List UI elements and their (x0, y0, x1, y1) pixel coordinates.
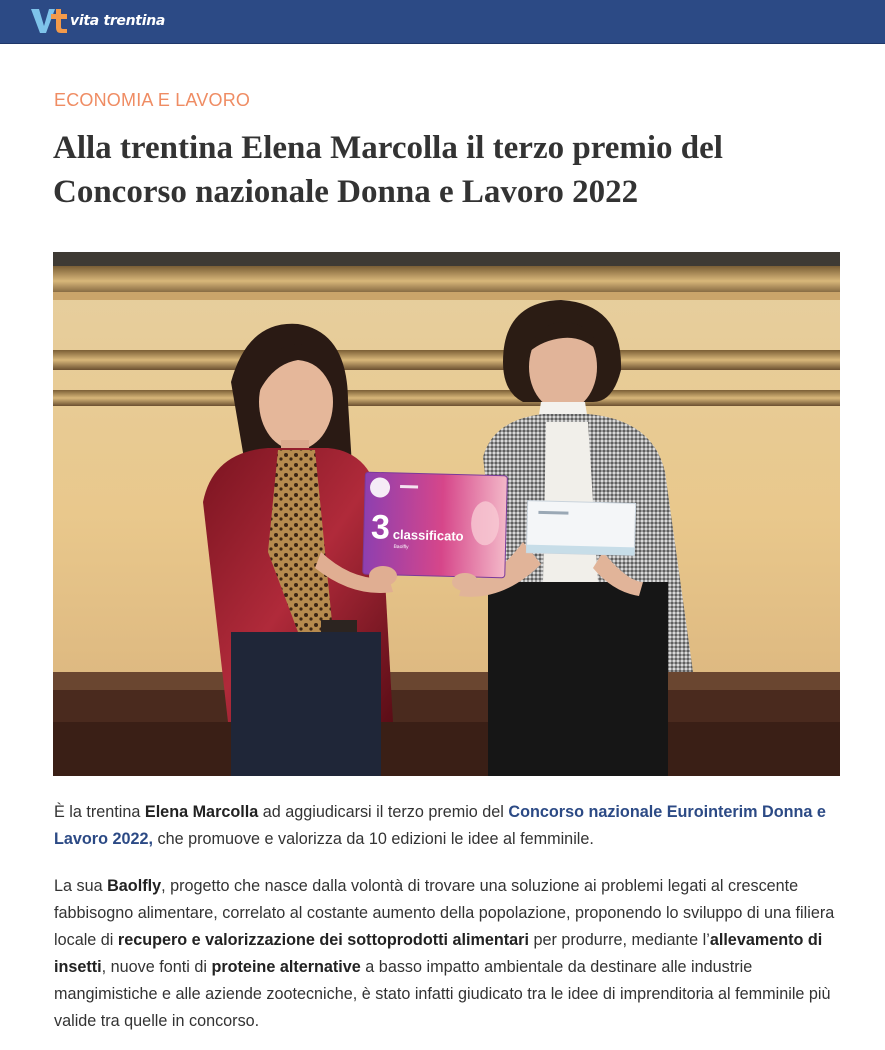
plaque-number: 3 (370, 508, 391, 547)
person-name: Elena Marcolla (144, 803, 259, 821)
plaque-label: classificato (392, 526, 464, 544)
plaque-sub: Baolfly (393, 543, 409, 551)
article-category[interactable]: ECONOMIA E LAVORO (54, 90, 251, 110)
article-title: Alla trentina Elena Marcolla il terzo premio del Concorso nazionale Donna e Lavoro 2022 (53, 130, 723, 210)
article-paragraph-1: È la trentina Elena Marcolla ad aggiudicarsi il terzo premio del Concorso nazionale Eurointerim Donna e Lavoro 2022, che promuove e valorizza da 10 edizioni le idee al femminile. (54, 803, 826, 848)
contest-link[interactable]: Concorso nazionale Eurointerim Donna e Lavoro 2022, (54, 803, 826, 848)
article-paragraph-2: La sua Baolfly, progetto che nasce dalla volontà di trovare una soluzione ai problemi legati al crescente fabbisogno alimentare, correlato al costante aumento della popolazione, proponendo lo sviluppo di una filiera locale di recupero e valorizzazione dei sottoprodotti alimentari per produrre, mediante l’allevamento di insetti, nuove fonti di proteine alternative a basso impatto ambientale da destinare alle industrie mangimistiche e alle aziende zootecniche, è stato infatti giudicato tra le idee di imprenditoria al femminile più valide tra quelle in concorso. (54, 877, 835, 1030)
highlight-insects: allevamento di insetti (54, 931, 823, 976)
vt-logo-icon (30, 6, 68, 36)
site-logo-text: vita trentina (70, 13, 166, 29)
highlight-proteins: proteine alternative (211, 958, 361, 976)
site-logo[interactable] (30, 6, 165, 36)
highlight-recovery: recupero e valorizzazione dei sottoprodotti alimentari (117, 931, 529, 949)
site-header (0, 0, 885, 44)
project-name: Baolfly (107, 877, 162, 895)
article-photo (53, 252, 840, 776)
